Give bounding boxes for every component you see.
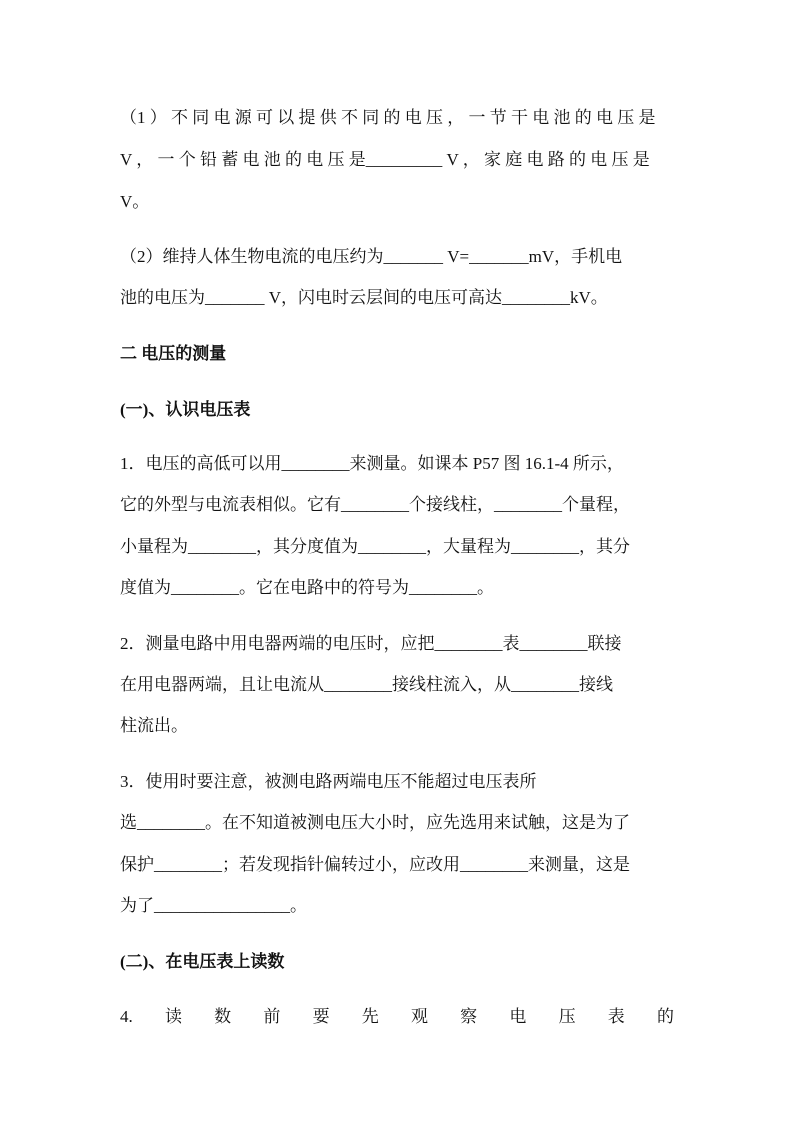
paragraph-1-line-1: （1 ） 不 同 电 源 可 以 提 供 不 同 的 电 压 ， 一 节 干 电 池 的 电 压 是 <box>120 108 656 127</box>
item-4-char: 观 <box>410 1007 428 1026</box>
paragraph-2-line-1: （2）维持人体生物电流的电压约为_______ V=_______mV，手机电 <box>120 247 623 266</box>
item-4-char: 电 <box>509 1007 527 1026</box>
item-3-line-3: 保护________；若发现指针偏转过小，应改用________来测量，这是 <box>120 855 630 874</box>
item-2-line-3: 柱流出。 <box>120 716 188 735</box>
item-1-line-2: 它的外型与电流表相似。它有________个接线柱，________个量程， <box>120 495 630 514</box>
item-4-char: 读 <box>164 1007 182 1026</box>
item-4-char: 表 <box>607 1007 625 1026</box>
item-1-line-3: 小量程为________，其分度值为________，大量程为________，其分 <box>120 537 630 556</box>
item-4-char: 要 <box>312 1007 330 1026</box>
item-3-line-1: 3．使用时要注意，被测电路两端电压不能超过电压表所 <box>120 772 537 791</box>
paragraph-1-line-3: V。 <box>120 192 150 211</box>
item-4-char: 察 <box>460 1007 478 1026</box>
document-page <box>120 0 674 1123</box>
item-4-char: 压 <box>558 1007 576 1026</box>
item-4-char: 前 <box>263 1007 281 1026</box>
item-1-line-1: 1．电压的高低可以用________来测量。如课本 P57 图 16.1-4 所示， <box>120 454 624 473</box>
section-heading-2: 二 电压的测量 <box>120 344 227 363</box>
item-4-char: 的 <box>656 1007 674 1026</box>
item-4-char: 数 <box>214 1007 232 1026</box>
item-1-line-4: 度值为________。它在电路中的符号为________。 <box>120 578 494 597</box>
item-4-line-1 <box>120 1005 674 1029</box>
item-3-line-2: 选________。在不知道被测电压大小时，应先选用来试触，这是为了 <box>120 813 630 832</box>
subsection-heading-1: (一)、认识电压表 <box>120 400 251 419</box>
subsection-heading-2: (二)、在电压表上读数 <box>120 952 285 971</box>
paragraph-1-line-2: V ， 一 个 铅 蓄 电 池 的 电 压 是_________ V ， 家 庭 电 路 的 电 压 是 <box>120 150 650 169</box>
item-3-line-4: 为了________________。 <box>120 896 307 915</box>
item-4-char: 先 <box>361 1007 379 1026</box>
item-2-line-2: 在用电器两端，且让电流从________接线柱流入，从________接线 <box>120 675 613 694</box>
paragraph-2-line-2: 池的电压为_______ V，闪电时云层间的电压可高达________kV。 <box>120 288 608 307</box>
item-2-line-1: 2．测量电路中用电器两端的电压时，应把________表________联接 <box>120 634 622 653</box>
item-4-char: 4. <box>120 1007 133 1026</box>
